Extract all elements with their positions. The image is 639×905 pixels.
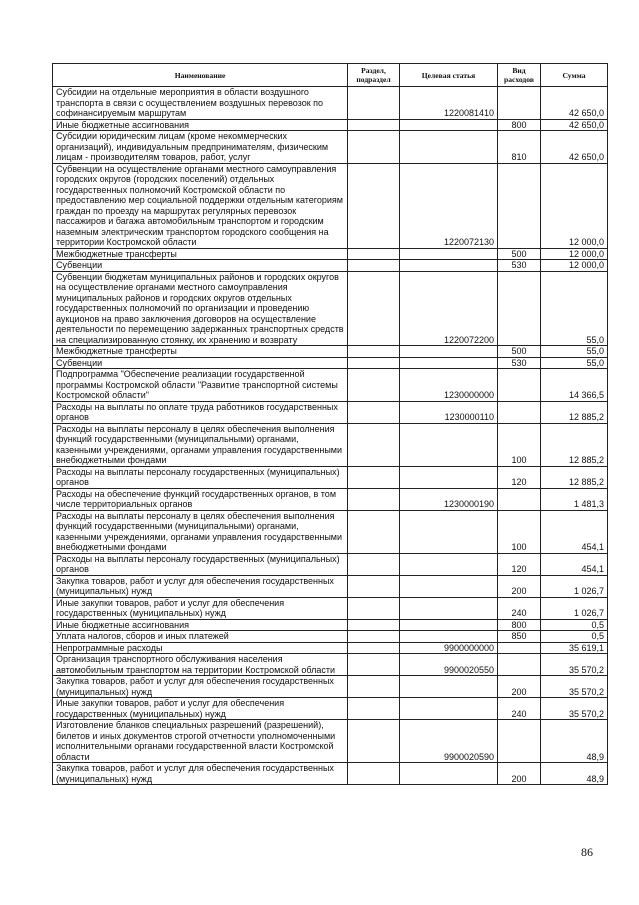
cell-name: Расходы на обеспечение функций государственных органов, в том числе территориальных органов (53, 488, 348, 510)
table-row (53, 488, 608, 510)
table-row (53, 357, 608, 369)
cell-section (348, 488, 400, 510)
table-row (53, 642, 608, 654)
cell-type: 500 (498, 346, 541, 358)
cell-section (348, 248, 400, 260)
budget-table (52, 63, 608, 785)
cell-name: Непрограммные расходы (53, 642, 348, 654)
cell-sum: 0,5 (541, 631, 608, 643)
cell-target (400, 698, 498, 720)
cell-name: Расходы на выплаты персоналу государственных (муниципальных) органов (53, 466, 348, 488)
cell-section (348, 131, 400, 164)
cell-sum: 35 570,2 (541, 654, 608, 676)
table-row (53, 401, 608, 423)
cell-sum: 55,0 (541, 346, 608, 358)
table-row (53, 271, 608, 346)
cell-name: Субвенции бюджетам муниципальных районов и городских округов на осуществление органами местного самоуправления муниципальных районов и городских округов отдельных государственных полномочий по организации и проведению аукционов на право заключения договоров на осуществление деятельности по перемещению задержанных транспортных средств на специализированную стоянку, их хранению и возврату (53, 271, 348, 346)
cell-section (348, 510, 400, 553)
table-row (53, 369, 608, 402)
cell-target: 1230000110 (400, 401, 498, 423)
cell-sum: 55,0 (541, 357, 608, 369)
cell-sum: 1 026,7 (541, 597, 608, 619)
cell-name: Расходы на выплаты персоналу в целях обеспечения выполнения функций государственными (муниципальными) органами, казенными учреждениями, органами управления государственными внебюджетными фондами (53, 510, 348, 553)
cell-target: 1220072130 (400, 163, 498, 248)
cell-sum: 1 026,7 (541, 575, 608, 597)
header-type: Вид расходов (498, 64, 541, 87)
cell-section (348, 369, 400, 402)
cell-section (348, 553, 400, 575)
cell-section (348, 720, 400, 763)
cell-target (400, 248, 498, 260)
cell-target (400, 260, 498, 272)
cell-name: Расходы на выплаты персоналу государственных (муниципальных) органов (53, 553, 348, 575)
cell-target: 9900020590 (400, 720, 498, 763)
budget-document (52, 63, 607, 785)
cell-target (400, 119, 498, 131)
cell-sum: 1 481,3 (541, 488, 608, 510)
cell-sum: 14 366,5 (541, 369, 608, 402)
cell-section (348, 654, 400, 676)
cell-type: 120 (498, 466, 541, 488)
cell-name: Иные бюджетные ассигнования (53, 619, 348, 631)
cell-sum: 12 000,0 (541, 163, 608, 248)
table-row (53, 163, 608, 248)
cell-type: 240 (498, 698, 541, 720)
cell-sum: 12 885,2 (541, 401, 608, 423)
cell-name: Закупка товаров, работ и услуг для обеспечения государственных (муниципальных) нужд (53, 763, 348, 785)
cell-type: 800 (498, 119, 541, 131)
cell-name: Организация транспортного обслуживания населения автомобильным транспортом на территории Костромской области (53, 654, 348, 676)
cell-section (348, 119, 400, 131)
cell-type: 200 (498, 575, 541, 597)
table-row (53, 87, 608, 120)
header-section: Раздел, подраздел (348, 64, 400, 87)
cell-section (348, 423, 400, 466)
cell-type (498, 642, 541, 654)
cell-name: Закупка товаров, работ и услуг для обеспечения государственных (муниципальных) нужд (53, 575, 348, 597)
cell-target (400, 631, 498, 643)
cell-type (498, 87, 541, 120)
cell-type: 500 (498, 248, 541, 260)
cell-name: Расходы на выплаты по оплате труда работников государственных органов (53, 401, 348, 423)
cell-type (498, 271, 541, 346)
cell-type: 800 (498, 619, 541, 631)
table-row (53, 423, 608, 466)
cell-target (400, 597, 498, 619)
table-row (53, 260, 608, 272)
table-row (53, 698, 608, 720)
page-number: 86 (581, 845, 593, 859)
table-row (53, 131, 608, 164)
cell-target (400, 131, 498, 164)
cell-target (400, 423, 498, 466)
table-row (53, 346, 608, 358)
table-row (53, 575, 608, 597)
cell-name: Подпрограмма "Обеспечение реализации государственной программы Костромской области "Развитие транспортной системы Костромской области" (53, 369, 348, 402)
cell-type: 200 (498, 763, 541, 785)
cell-section (348, 698, 400, 720)
cell-section (348, 163, 400, 248)
table-row (53, 597, 608, 619)
cell-sum: 35 619,1 (541, 642, 608, 654)
cell-target: 1230000190 (400, 488, 498, 510)
cell-section (348, 575, 400, 597)
cell-target (400, 346, 498, 358)
header-name: Наименование (53, 64, 348, 87)
cell-type: 100 (498, 423, 541, 466)
table-row (53, 619, 608, 631)
table-row (53, 248, 608, 260)
cell-name: Субсидии юридическим лицам (кроме некоммерческих организаций), индивидуальным предпринимателям, физическим лицам - производителям товаров, работ, услуг (53, 131, 348, 164)
cell-name: Субсидии на отдельные мероприятия в области воздушного транспорта в связи с осуществлением воздушных перевозок по софинансируемым маршрутам (53, 87, 348, 120)
cell-sum: 12 885,2 (541, 466, 608, 488)
cell-name: Субвенции (53, 357, 348, 369)
table-row (53, 763, 608, 785)
table-row (53, 654, 608, 676)
table-body (53, 87, 608, 785)
cell-sum: 12 000,0 (541, 260, 608, 272)
cell-type: 530 (498, 260, 541, 272)
cell-sum: 48,9 (541, 763, 608, 785)
table-row (53, 631, 608, 643)
cell-type (498, 163, 541, 248)
cell-type: 100 (498, 510, 541, 553)
cell-sum: 55,0 (541, 271, 608, 346)
cell-target (400, 575, 498, 597)
cell-name: Субвенции (53, 260, 348, 272)
cell-name: Межбюджетные трансферты (53, 346, 348, 358)
cell-target (400, 763, 498, 785)
cell-target: 1220072200 (400, 271, 498, 346)
cell-section (348, 642, 400, 654)
cell-section (348, 271, 400, 346)
cell-type (498, 720, 541, 763)
table-row (53, 720, 608, 763)
cell-name: Иные закупки товаров, работ и услуг для обеспечения государственных (муниципальных) нужд (53, 698, 348, 720)
cell-name: Расходы на выплаты персоналу в целях обеспечения выполнения функций государственными (муниципальными) органами, казенными учреждениями, органами управления государственными внебюджетными фондами (53, 423, 348, 466)
cell-name: Уплата налогов, сборов и иных платежей (53, 631, 348, 643)
cell-target (400, 619, 498, 631)
cell-target: 9900020550 (400, 654, 498, 676)
cell-target (400, 510, 498, 553)
cell-section (348, 260, 400, 272)
header-target: Целевая статья (400, 64, 498, 87)
table-row (53, 553, 608, 575)
cell-type: 240 (498, 597, 541, 619)
cell-type (498, 488, 541, 510)
cell-type (498, 654, 541, 676)
table-row (53, 119, 608, 131)
cell-target: 1230000000 (400, 369, 498, 402)
cell-type: 850 (498, 631, 541, 643)
cell-sum: 35 570,2 (541, 676, 608, 698)
cell-sum: 454,1 (541, 553, 608, 575)
cell-sum: 12 885,2 (541, 423, 608, 466)
cell-sum: 48,9 (541, 720, 608, 763)
cell-section (348, 676, 400, 698)
cell-section (348, 466, 400, 488)
cell-section (348, 87, 400, 120)
table-row (53, 510, 608, 553)
cell-type: 120 (498, 553, 541, 575)
cell-section (348, 597, 400, 619)
cell-type (498, 401, 541, 423)
cell-sum: 42 650,0 (541, 87, 608, 120)
cell-type: 810 (498, 131, 541, 164)
table-row (53, 676, 608, 698)
cell-sum: 0,5 (541, 619, 608, 631)
cell-section (348, 346, 400, 358)
cell-name: Иные бюджетные ассигнования (53, 119, 348, 131)
cell-target: 9900000000 (400, 642, 498, 654)
cell-section (348, 357, 400, 369)
cell-target (400, 553, 498, 575)
cell-target (400, 357, 498, 369)
cell-type: 530 (498, 357, 541, 369)
cell-name: Субвенции на осуществление органами местного самоуправления городских округов (городских поселений) отдельных государственных полномочий Костромской области по предоставлению мер социальной поддержки отдельным категориям граждан по проезду на маршрутах регулярных перевозок пассажиров и багажа автомобильным транспортом и городским наземным электрическим транспортом городского сообщения на территории Костромской области (53, 163, 348, 248)
cell-section (348, 763, 400, 785)
cell-name: Изготовление бланков специальных разрешений (разрешений), билетов и иных документов строгой отчетности уполномоченными исполнительными органами государственной власти Костромской области (53, 720, 348, 763)
cell-type (498, 369, 541, 402)
cell-sum: 454,1 (541, 510, 608, 553)
cell-sum: 42 650,0 (541, 131, 608, 164)
cell-sum: 35 570,2 (541, 698, 608, 720)
cell-section (348, 619, 400, 631)
cell-target: 1220081410 (400, 87, 498, 120)
table-header-row (53, 64, 608, 87)
cell-target (400, 676, 498, 698)
cell-name: Закупка товаров, работ и услуг для обеспечения государственных (муниципальных) нужд (53, 676, 348, 698)
cell-sum: 42 650,0 (541, 119, 608, 131)
cell-section (348, 401, 400, 423)
cell-name: Иные закупки товаров, работ и услуг для обеспечения государственных (муниципальных) нужд (53, 597, 348, 619)
cell-name: Межбюджетные трансферты (53, 248, 348, 260)
cell-sum: 12 000,0 (541, 248, 608, 260)
cell-target (400, 466, 498, 488)
cell-section (348, 631, 400, 643)
cell-type: 200 (498, 676, 541, 698)
table-row (53, 466, 608, 488)
header-sum: Сумма (541, 64, 608, 87)
